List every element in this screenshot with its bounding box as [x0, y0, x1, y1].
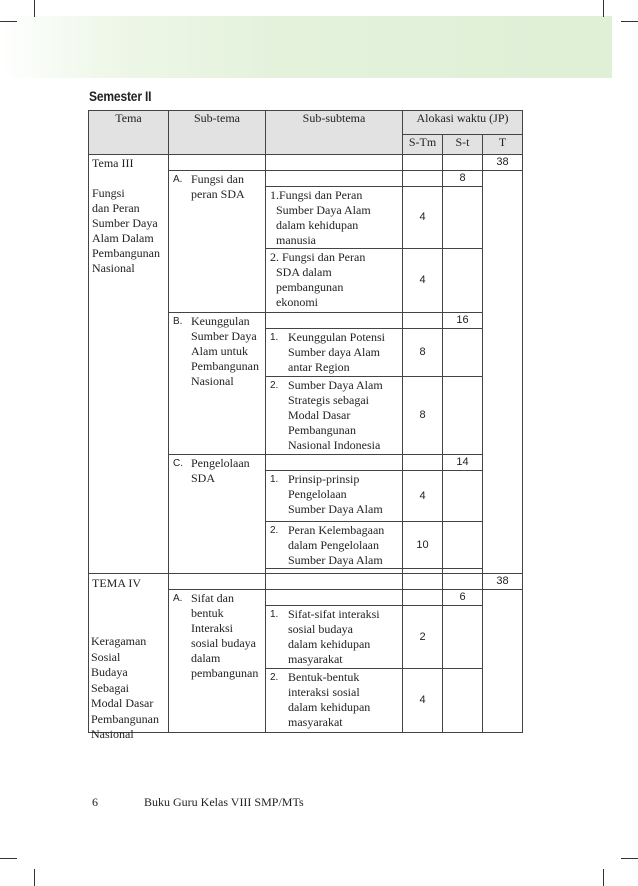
blank-cell	[443, 606, 483, 669]
table-row	[89, 574, 523, 590]
blank-cell	[443, 249, 483, 313]
stm-value: 10	[403, 522, 443, 569]
tema-description: Fungsi dan Peran Sumber Daya Alam Dalam Pembangunan Nasional	[92, 186, 160, 275]
crop-mark	[0, 21, 17, 22]
semester-title: Semester II	[89, 88, 152, 104]
subsubtema-cell	[266, 471, 403, 522]
subsubtema-text: Sumber Daya Alam Strategis sebagai Modal Dasar Pembangunan Nasional Indonesia	[288, 378, 383, 452]
total-t: 38	[483, 574, 523, 590]
subtema-text: Pengelolaan SDA	[191, 456, 250, 485]
blank-cell	[443, 377, 483, 455]
stm-value: 8	[403, 329, 443, 377]
table-row	[89, 155, 523, 171]
item-label: 2.	[270, 380, 279, 391]
stm-value: 8	[403, 377, 443, 455]
subsubtema-cell	[266, 329, 403, 377]
crop-mark	[34, 0, 35, 17]
tema-title: TEMA IV	[92, 576, 141, 590]
tema-cell	[89, 155, 169, 574]
subsubtema-text: Peran Kelembagaan dalam Pengelolaan Sumber Daya Alam	[288, 523, 385, 567]
tema-title: Tema III	[92, 156, 134, 170]
subtema-text: Sifat dan bentuk Interaksi sosial budaya dalam pembangunan	[191, 591, 259, 680]
header-st: S-t	[443, 135, 483, 155]
header-row	[89, 111, 523, 135]
subtema-cell	[169, 171, 266, 313]
subsubtema-text: Sifat-sifat interaksi sosial budaya dalam kehidupan masyarakat	[288, 607, 380, 666]
stm-value: 2	[403, 606, 443, 669]
stm-value: 4	[403, 249, 443, 313]
item-label: 1.	[270, 474, 279, 485]
subtema-st: 6	[443, 590, 483, 606]
blank-cell	[443, 329, 483, 377]
stm-value: 4	[403, 187, 443, 249]
crop-mark	[603, 0, 604, 17]
header-band	[0, 16, 612, 78]
item-label: 2.	[270, 525, 279, 536]
header-subsubtema: Sub-subtema	[266, 111, 403, 155]
crop-mark	[621, 858, 638, 859]
subsubtema-text: 2. Fungsi dan Peran SDA dalam pembangunan ekonomi	[270, 250, 366, 309]
subsubtema-cell	[266, 522, 403, 569]
header-subtema: Sub-tema	[169, 111, 266, 155]
stm-value: 4	[403, 669, 443, 733]
item-label: 1.	[270, 332, 279, 343]
subtema-cell	[169, 455, 266, 574]
subtema-cell	[169, 313, 266, 455]
subsubtema-cell	[266, 249, 403, 313]
subsubtema-cell	[266, 377, 403, 455]
subsubtema-text: Keunggulan Potensi Sumber daya Alam antar Region	[288, 330, 385, 374]
subsubtema-cell	[266, 669, 403, 733]
subsubtema-text: Bentuk-bentuk interaksi sosial dalam kehidupan masyarakat	[288, 670, 371, 729]
subtema-st: 14	[443, 455, 483, 471]
crop-mark	[603, 869, 604, 886]
blank-cell	[443, 522, 483, 569]
header-alokasi: Alokasi waktu (JP)	[403, 111, 523, 135]
page-number: 6	[92, 795, 98, 809]
blank-cell	[443, 471, 483, 522]
subtema-text: Fungsi dan peran SDA	[191, 172, 245, 201]
page-footer	[92, 795, 304, 810]
crop-mark	[0, 858, 17, 859]
blank-cell	[483, 590, 523, 733]
crop-mark	[34, 869, 35, 886]
total-t: 38	[483, 155, 523, 171]
subtema-label: A.	[173, 593, 183, 604]
blank-cell	[443, 669, 483, 733]
header-t: T	[483, 135, 523, 155]
subtema-st: 16	[443, 313, 483, 329]
tema-description: Keragaman Sosial Budaya Sebagai Modal Dasar Pembangunan Nasional	[91, 634, 159, 741]
subtema-st: 8	[443, 171, 483, 187]
subtema-text: Keunggulan Sumber Daya Alam untuk Pembangunan Nasional	[191, 314, 259, 388]
subsubtema-text: 1.Fungsi dan Peran Sumber Daya Alam dalam kehidupan manusia	[270, 188, 371, 247]
item-label: 1.	[270, 609, 279, 620]
header-stm: S-Tm	[403, 135, 443, 155]
subtema-label: C.	[173, 458, 183, 469]
subtema-label: B.	[173, 316, 183, 327]
crop-mark	[621, 21, 638, 22]
subsubtema-cell	[266, 606, 403, 669]
book-title: Buku Guru Kelas VIII SMP/MTs	[144, 795, 304, 809]
subtema-label: A.	[173, 174, 183, 185]
subsubtema-cell	[266, 187, 403, 249]
stm-value: 4	[403, 471, 443, 522]
subtema-cell	[169, 590, 266, 733]
header-tema: Tema	[89, 111, 169, 155]
item-label: 2.	[270, 672, 279, 683]
blank-cell	[483, 171, 523, 574]
subsubtema-text: Prinsip-prinsip Pengelolaan Sumber Daya Alam	[288, 472, 383, 516]
blank-cell	[443, 187, 483, 249]
